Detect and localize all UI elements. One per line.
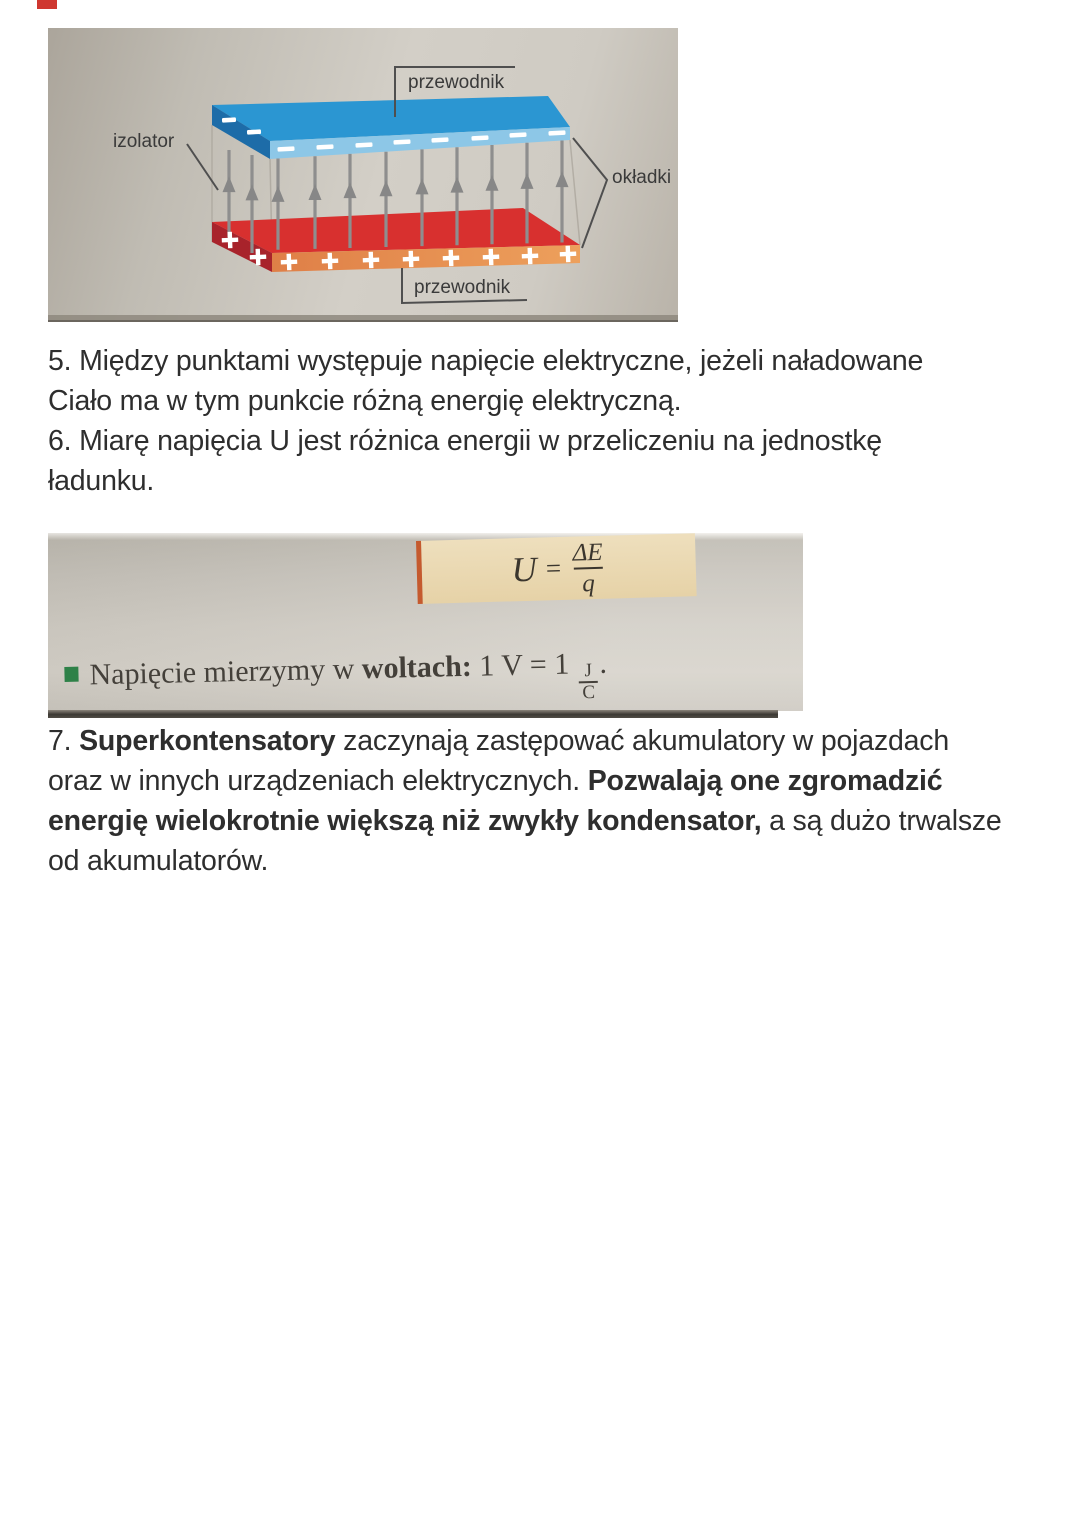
plates-label: okładki — [612, 167, 672, 188]
note-line — [48, 461, 1058, 501]
note-text: 6. Miarę napięcia U jest różnica energii w przeliczeniu na jednostkę — [48, 425, 882, 457]
note-block-points-5-6 — [48, 341, 1058, 501]
caption-unit-numerator: J — [584, 660, 593, 682]
insulator-label: izolator — [113, 131, 175, 152]
insulator-pointer — [187, 144, 218, 190]
caption-bold: woltach: — [361, 649, 473, 686]
note-text: 7. — [48, 725, 80, 757]
formula-fraction — [569, 539, 607, 596]
note-line — [48, 721, 1063, 761]
note-text: od akumulatorów. — [48, 845, 269, 877]
caption-unit-denominator: C — [579, 681, 598, 703]
formula-photo — [48, 533, 803, 711]
formula-equals: = — [545, 552, 562, 584]
caption-end: . — [599, 646, 608, 680]
caption-pre: Napięcie mierzymy w — [89, 652, 363, 692]
photo-bottom-edge — [48, 320, 678, 322]
bottom-conductor-label: przewodnik — [414, 277, 511, 298]
note-text-bold: energię wielokrotnie większą niż zwykły kondensator, — [48, 805, 762, 837]
note-line — [48, 761, 1063, 801]
note-block-point-7 — [48, 721, 1063, 881]
note-text: oraz w innych urządzeniach elektrycznych. — [48, 765, 588, 797]
top-plate-blue — [212, 96, 570, 159]
formula-numerator: ΔE — [572, 538, 603, 567]
voltage-unit-caption — [64, 641, 608, 715]
note-line — [48, 341, 1058, 381]
note-text: a są dużo trwalsze — [761, 805, 1002, 837]
caption-unit-fraction — [579, 661, 599, 703]
note-text-bold: Pozwalają one zgromadzić — [587, 765, 943, 797]
formula-U: U — [511, 549, 538, 589]
red-corner-mark — [37, 0, 57, 9]
capacitor-diagram — [48, 28, 678, 322]
note-text-bold: Superkontensatory — [79, 725, 336, 757]
green-square-bullet — [64, 667, 78, 682]
note-text: 5. Między punktami występuje napięcie elektryczne, jeżeli naładowane — [48, 345, 924, 377]
caption-text — [89, 641, 608, 715]
bottom-plate-red — [212, 208, 580, 272]
top-conductor-label: przewodnik — [408, 72, 505, 93]
formula-highlight-box — [416, 533, 697, 604]
note-line — [48, 841, 1063, 881]
note-text: Ciało ma w tym punkcie różną energię elektryczną. — [48, 385, 682, 417]
note-line — [48, 801, 1063, 841]
note-text: ładunku. — [48, 465, 155, 497]
caption-mid: 1 V = 1 — [471, 647, 578, 683]
formula-photo-shadow — [48, 710, 778, 718]
note-line — [48, 421, 1058, 461]
note-line — [48, 381, 1058, 421]
note-text: zaczynają zastępować akumulatory w pojazdach — [335, 725, 950, 757]
capacitor-photo — [48, 28, 678, 322]
formula-denominator: q — [574, 566, 603, 596]
